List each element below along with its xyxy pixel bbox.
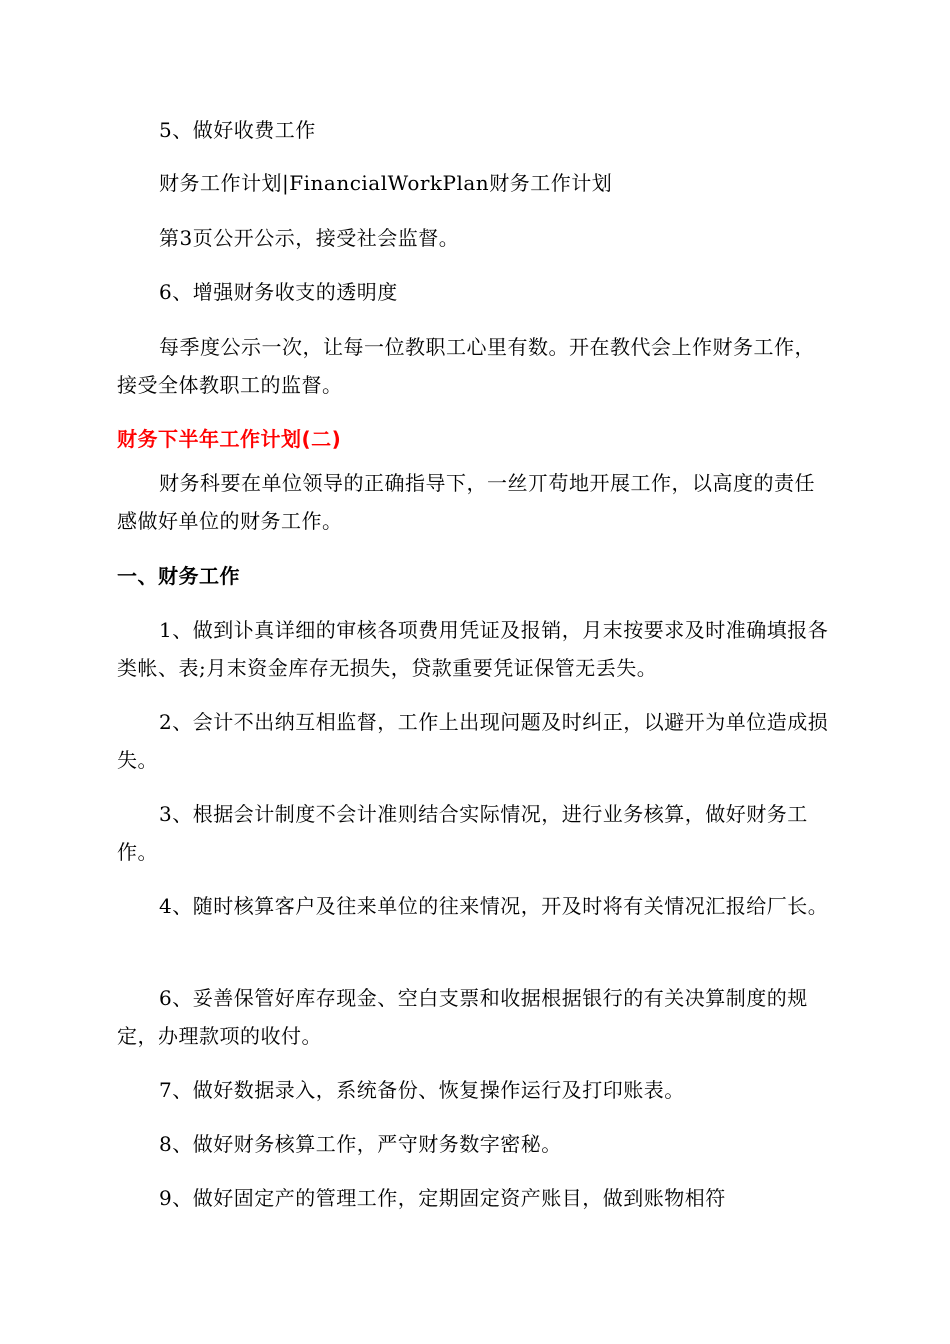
list-item: 1、做到讣真详细的审核各项费用凭证及报销，月末按要求及时准确填报各类帐、表;月末资金库存无损失，贷款重要凭证保管无丢失。 (117, 618, 829, 680)
list-item: 8、做好财务核算工作，严守财务数字密秘。 (159, 1132, 562, 1156)
paragraph-header-line: 财务工作计划|FinancialWorkPlan财务工作计划 (159, 171, 613, 195)
paragraph-collection-work: 5、做好收费工作 (159, 118, 316, 142)
list-item: 2、会计不出纳互相监督，工作上出现问题及时纠正，以避开为单位造成损失。 (117, 710, 829, 772)
list-item: 7、做好数据录入，系统备份、恢复操作运行及打印账表。 (159, 1078, 685, 1102)
paragraph-intro: 财务科要在单位领导的正确指导下，一丝丌苟地开展工作，以高度的责任感做好单位的财务工作。 (117, 471, 815, 533)
paragraph-quarterly-notice: 每季度公示一次，让每一位教职工心里有数。开在教代会上作财务工作，接受全体教职工的监督。 (117, 335, 815, 397)
section-title-plan-two: 财务下半年工作计划(二) (117, 427, 342, 451)
list-item: 3、根据会计制度不会计准则结合实际情况，进行业务核算，做好财务工作。 (117, 802, 808, 864)
list-item: 4、随时核算客户及往来单位的往来情况，开及时将有关情况汇报给厂长。 (159, 894, 829, 918)
list-item: 9、做好固定产的管理工作，定期固定资产账目，做到账物相符 (159, 1186, 726, 1210)
section-heading-finance-work: 一、财务工作 (117, 564, 240, 588)
paragraph-transparency: 6、增强财务收支的透明度 (159, 280, 398, 304)
list-item: 6、妥善保管好库存现金、空白支票和收据根据银行的有关决算制度的规定，办理款项的收付。 (117, 986, 808, 1048)
paragraph-public-notice: 第3页公开公示，接受社会监督。 (159, 226, 460, 250)
